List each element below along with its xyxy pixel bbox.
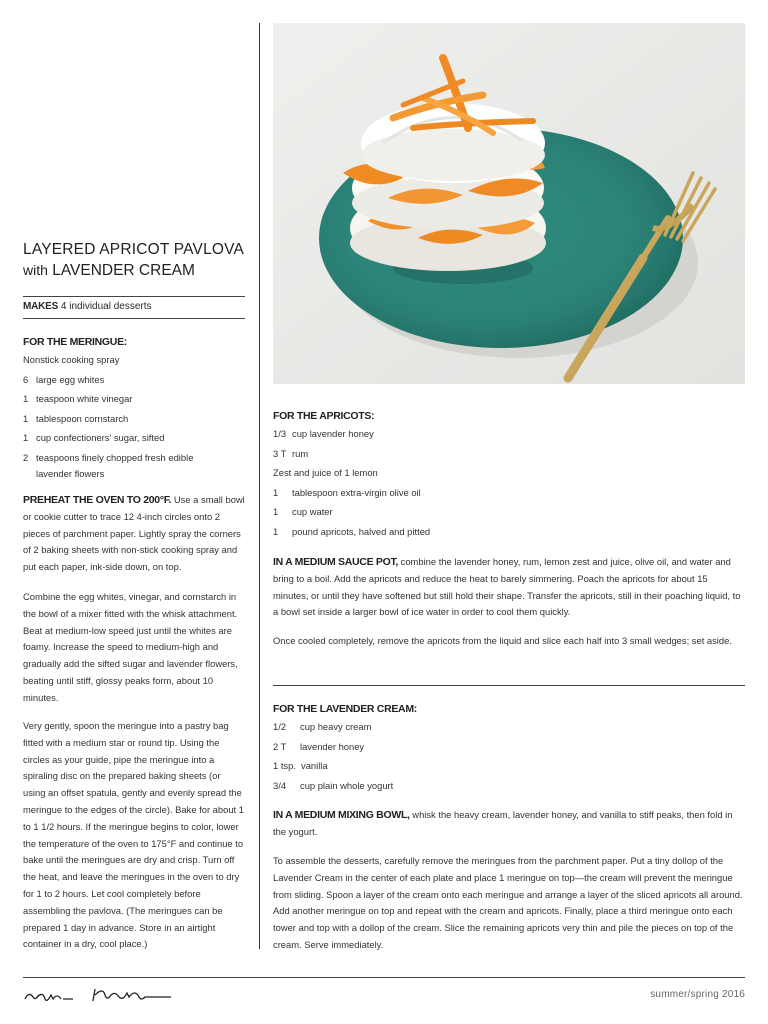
sauce-pot-text: combine the lavender honey, rum, lemon zest and juice, olive oil, and water and bring to a boil. Add the apricots and reduce the heat to barely simmering. Poach the apricots for about 15 minutes, or until they have softened but still hold their shape. Transfer the apricots, still in their poaching liquid, to a bowl set inside a larger bowl of ice water in order to cool them quickly. [273, 556, 741, 618]
ingredient-qty: 2 [23, 451, 29, 463]
cream-ingredient-list [273, 717, 745, 795]
ingredient-qty: 1 [273, 506, 279, 518]
pavlova-photo-icon [273, 23, 745, 384]
ingredient-continuation: lavender flowers [36, 467, 105, 479]
ingredient-text: large egg whites [36, 373, 105, 385]
apricot-ingredient-list [273, 424, 745, 542]
ingredient-text: pound apricots, halved and pitted [292, 525, 431, 537]
makes-label: MAKES [23, 301, 59, 312]
title-line-2 [23, 260, 245, 281]
column-divider [259, 23, 260, 949]
footer-divider [23, 977, 745, 978]
footer-season: summer/spring 2016 [650, 989, 745, 1000]
apricot-heading: FOR THE APRICOTS: [273, 410, 375, 422]
ingredient-qty: 1/3 [273, 428, 287, 439]
ingredient-row [273, 502, 745, 522]
ingredient-row [273, 737, 745, 757]
ingredient-text: cup water [292, 506, 333, 518]
ingredient-text: cup plain whole yogurt [300, 779, 394, 791]
recipe-title [23, 240, 245, 281]
ingredient-row [23, 409, 245, 429]
ingredient-qty: 3/4 [273, 779, 287, 791]
method-paragraph-2: Combine the egg whites, vinegar, and cornstarch in the bowl of a mixer fitted with the whisk attachment. Beat at medium-low speed just until the whites are foamy. Increase the speed to medium-high and gradually add the sifted sugar and lavender flowers, beating until stiff, glossy peaks form, about 10 minutes. [23, 591, 238, 703]
pavlova-photo [273, 23, 745, 384]
ingredient-text: tablespoon extra-virgin olive oil [292, 486, 421, 498]
ingredient-text: teaspoon white vinegar [36, 393, 133, 405]
ingredient-qty: 3 T [273, 447, 287, 459]
method-paragraph-1 [23, 492, 245, 576]
ingredient-row [23, 350, 245, 370]
ingredient-text: teaspoons finely chopped fresh edible [36, 451, 194, 463]
mixing-bowl-lead: IN A MEDIUM MIXING BOWL, [273, 809, 410, 821]
ingredient-qty: 1 [23, 393, 29, 405]
ingredient-text: rum [292, 447, 309, 459]
mixing-bowl-text: whisk the heavy cream, lavender honey, and vanilla to stiff peaks, then fold in the yogurt. [273, 809, 733, 837]
ingredient-qty: 6 [23, 373, 29, 385]
sauce-pot-lead: IN A MEDIUM SAUCE POT, [273, 556, 399, 568]
ingredient-qty: 1 [273, 486, 279, 498]
ingredient-text: cup lavender honey [292, 428, 374, 439]
apricot-ingredients [273, 408, 745, 542]
ingredient-text: Zest and juice of 1 lemon [273, 467, 378, 479]
meringue-ingredient-list [23, 350, 245, 482]
title-line-2-text: LAVENDER CREAM [52, 262, 195, 279]
ingredient-text: tablespoon cornstarch [36, 412, 129, 424]
title-divider-bottom [23, 318, 245, 319]
title-divider-top [23, 296, 245, 297]
ingredient-row [23, 370, 245, 390]
cream-method-1 [273, 807, 745, 841]
ingredient-text: cup confectioners' sugar, sifted [36, 432, 165, 444]
apricot-method-1 [273, 554, 745, 621]
ingredient-row [273, 522, 745, 542]
ingredient-text: lavender honey [300, 740, 365, 752]
lavender-cream-heading: FOR THE LAVENDER CREAM: [273, 703, 417, 715]
ingredient-row [23, 389, 245, 409]
makes-line [23, 300, 245, 314]
assembly-paragraph: To assemble the desserts, carefully remove the meringues from the parchment paper. Put a tiny dollop of the Lavender Cream in the center of each plate and place 1 meringue on top—the cream will prevent the meringue from sliding. Spoon a layer of the cream onto each meringue and arrange a layer of the sliced apricots all around. Add another meringue on top and repeat with the cream and apricots. Finally, place a third meringue onto each tower and top with a dollop of the cream. Slice the remaining apricots very thin and pile the pieces on top of the cream. Serve immediately. [273, 855, 743, 950]
makes-text: 4 individual desserts [60, 301, 152, 312]
ingredient-row [273, 444, 745, 464]
ingredient-row [273, 424, 745, 444]
lavender-cream-ingredients [273, 701, 745, 795]
ingredient-row [273, 717, 745, 737]
ingredient-text: vanilla [301, 760, 328, 772]
ingredient-qty: 1 [23, 412, 29, 424]
ingredient-qty: 1/2 [273, 721, 287, 732]
section-divider [273, 685, 745, 686]
meringue-heading: FOR THE MERINGUE: [23, 336, 127, 348]
ingredient-qty: 1 [23, 432, 29, 444]
ingredient-text: cup heavy cream [300, 721, 372, 732]
apricot-method-2: Once cooled completely, remove the apricots from the liquid and slice each half into 3 small wedges; set aside. [273, 635, 732, 646]
ingredient-row [273, 463, 745, 483]
ingredient-qty: 1 [273, 525, 279, 537]
ingredient-qty: 1 tsp. [273, 760, 296, 772]
ingredient-row [23, 428, 245, 448]
ingredient-qty: 2 T [273, 740, 287, 752]
preheat-text: Use a small bowl or cookie cutter to trace 12 4-inch circles onto 2 pieces of parchment paper. Lightly spray the corners of 2 baking sheets with non-stick cooking spray and put each paper, ink-side down, on top. [23, 494, 245, 573]
ingredient-row [273, 776, 745, 796]
ingredient-text: Nonstick cooking spray [23, 354, 120, 365]
meringue-ingredients [23, 334, 245, 482]
ingredient-row [273, 483, 745, 503]
preheat-lead: PREHEAT THE OVEN TO 200°F. [23, 494, 172, 506]
ingredient-row [273, 756, 745, 776]
method-paragraph-3: Very gently, spoon the meringue into a pastry bag fitted with a medium star or round tip. Using the circles as your guide, pipe the meringue into a spiraling disc on the prepared baking sheets (or using an offset spatula, gently and evenly spread the meringue to the edges of the circle). Bake for about 1 to 1 1/2 hours. If the meringue begins to color, lower the temperature of the oven to 175°F and continue to bake until the meringues are dry and crisp. Turn off the heat, and leave the meringues in the oven to dry for 1 to 2 hours. Let cool completely before assembling the pavlova. (The meringues can be prepared 1 day in advance. Store in an airtight container in a dry, cool place.) [23, 720, 244, 950]
title-line-1: LAYERED APRICOT PAVLOVA [23, 241, 245, 258]
title-with: with [23, 262, 48, 278]
signature-logo-icon [23, 985, 173, 1007]
